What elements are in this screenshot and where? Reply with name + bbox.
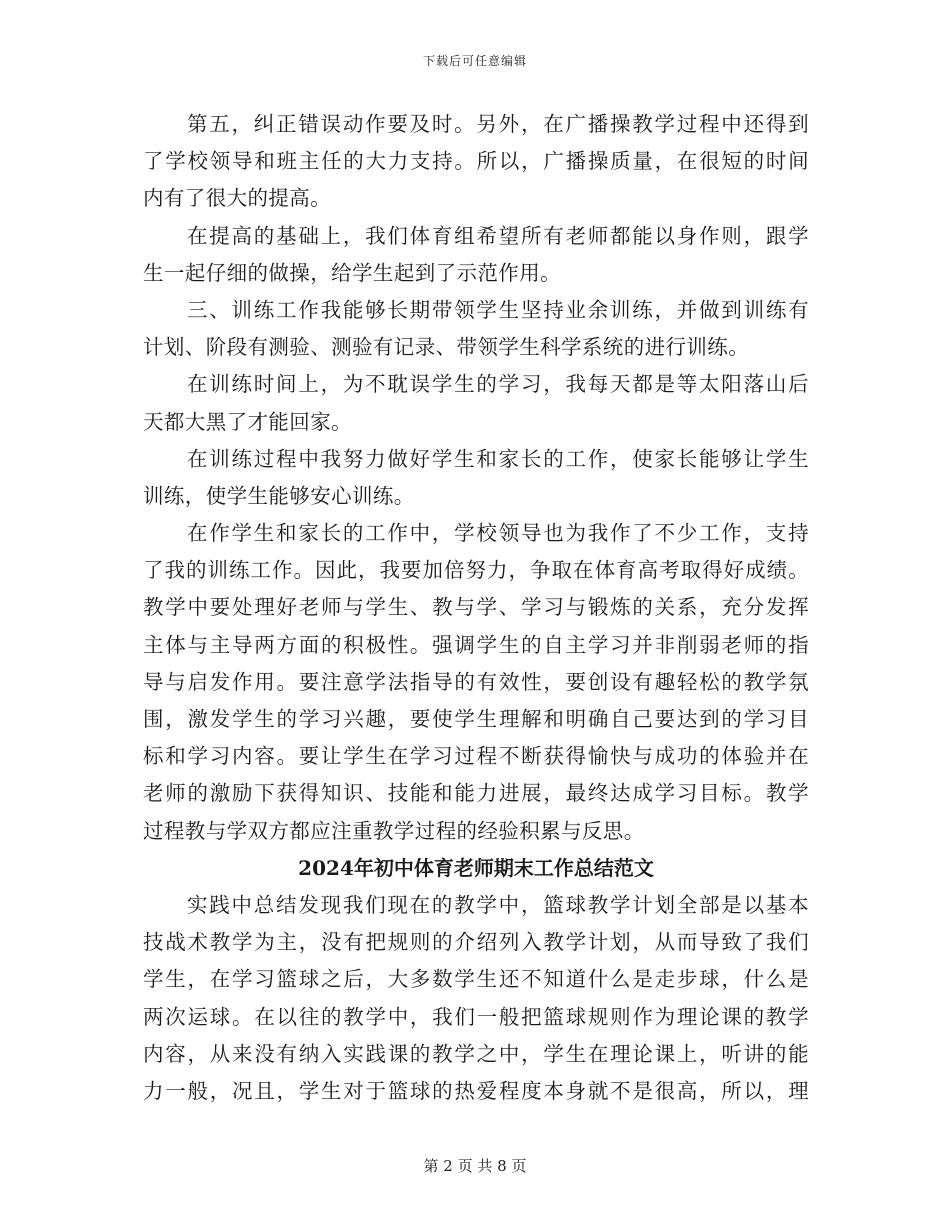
text-line: 在训练时间上，为不耽误学生的学习，我每天都是等太阳落山后 [187,372,809,397]
text-line: 三、训练工作我能够长期带领学生坚持业余训练，并做到训练有 [187,297,809,322]
text-line: 天都大黑了才能回家。 [143,409,352,434]
text-line: 生一起仔细的做操，给学生起到了示范作用。 [143,260,561,285]
text-line: 学生，在学习篮球之后，大多数学生还不知道什么是走步球，什么是 [143,967,809,992]
text-line: 围，激发学生的学习兴趣，要使学生理解和明确自己要达到的学习目 [143,707,809,731]
text-line: 主体与主导两方面的积极性。强调学生的自主学习并非削弱老师的指 [143,632,809,657]
text-line: 两次运球。在以往的教学中，我们一般把篮球规则作为理论课的教学 [143,1004,809,1029]
text-line: 教学中要处理好老师与学生、教与学、学习与锻炼的关系，充分发挥 [143,595,809,620]
text-line: 在提高的基础上，我们体育组希望所有老师都能以身作则，跟学 [187,223,809,248]
section-heading: 2024年初中体育老师期末工作总结范文 [298,855,654,880]
text-line: 老师的激励下获得知识、技能和能力进展，最终达成学习目标。教学 [143,781,809,806]
text-line: 计划、阶段有测验、测验有记录、带领学生科学系统的进行训练。 [143,335,750,360]
text-line: 导与启发作用。要注意学法指导的有效性，要创设有趣轻松的教学氛 [143,669,809,694]
text-line: 技战术教学为主，没有把规则的介绍列入教学计划，从而导致了我们 [143,930,809,955]
text-line: 力一般，况且，学生对于篮球的热爱程度本身就不是很高，所以，理 [143,1078,809,1103]
text-line: 在训练过程中我努力做好学生和家长的工作，使家长能够让学生 [187,446,809,471]
text-line: 标和学习内容。要让学生在学习过程不断获得愉快与成功的体验并在 [143,744,809,769]
text-line: 实践中总结发现我们现在的教学中，篮球教学计划全部是以基本 [187,892,809,917]
text-line: 第五，纠正错误动作要及时。另外，在广播操教学过程中还得到 [187,112,809,136]
text-line: 了我的训练工作。因此，我要加倍努力，争取在体育高考取得好成绩。 [143,558,809,583]
text-line: 训练，使学生能够安心训练。 [143,483,415,508]
document-body [143,106,809,1110]
page-header: 下载后可任意编辑 [422,54,527,68]
text-line: 在作学生和家长的工作中，学校领导也为我作了不少工作，支持 [187,521,809,546]
text-line: 了学校领导和班主任的大力支持。所以，广播操质量，在很短的时间 [143,149,809,174]
page-footer: 第 2 页 共 8 页 [423,1157,527,1175]
text-line: 过程教与学双方都应注重教学过程的经验积累与反思。 [143,818,645,843]
text-line: 内容，从来没有纳入实践课的教学之中，学生在理论课上，听讲的能 [143,1041,809,1066]
text-line: 内有了很大的提高。 [143,186,332,211]
